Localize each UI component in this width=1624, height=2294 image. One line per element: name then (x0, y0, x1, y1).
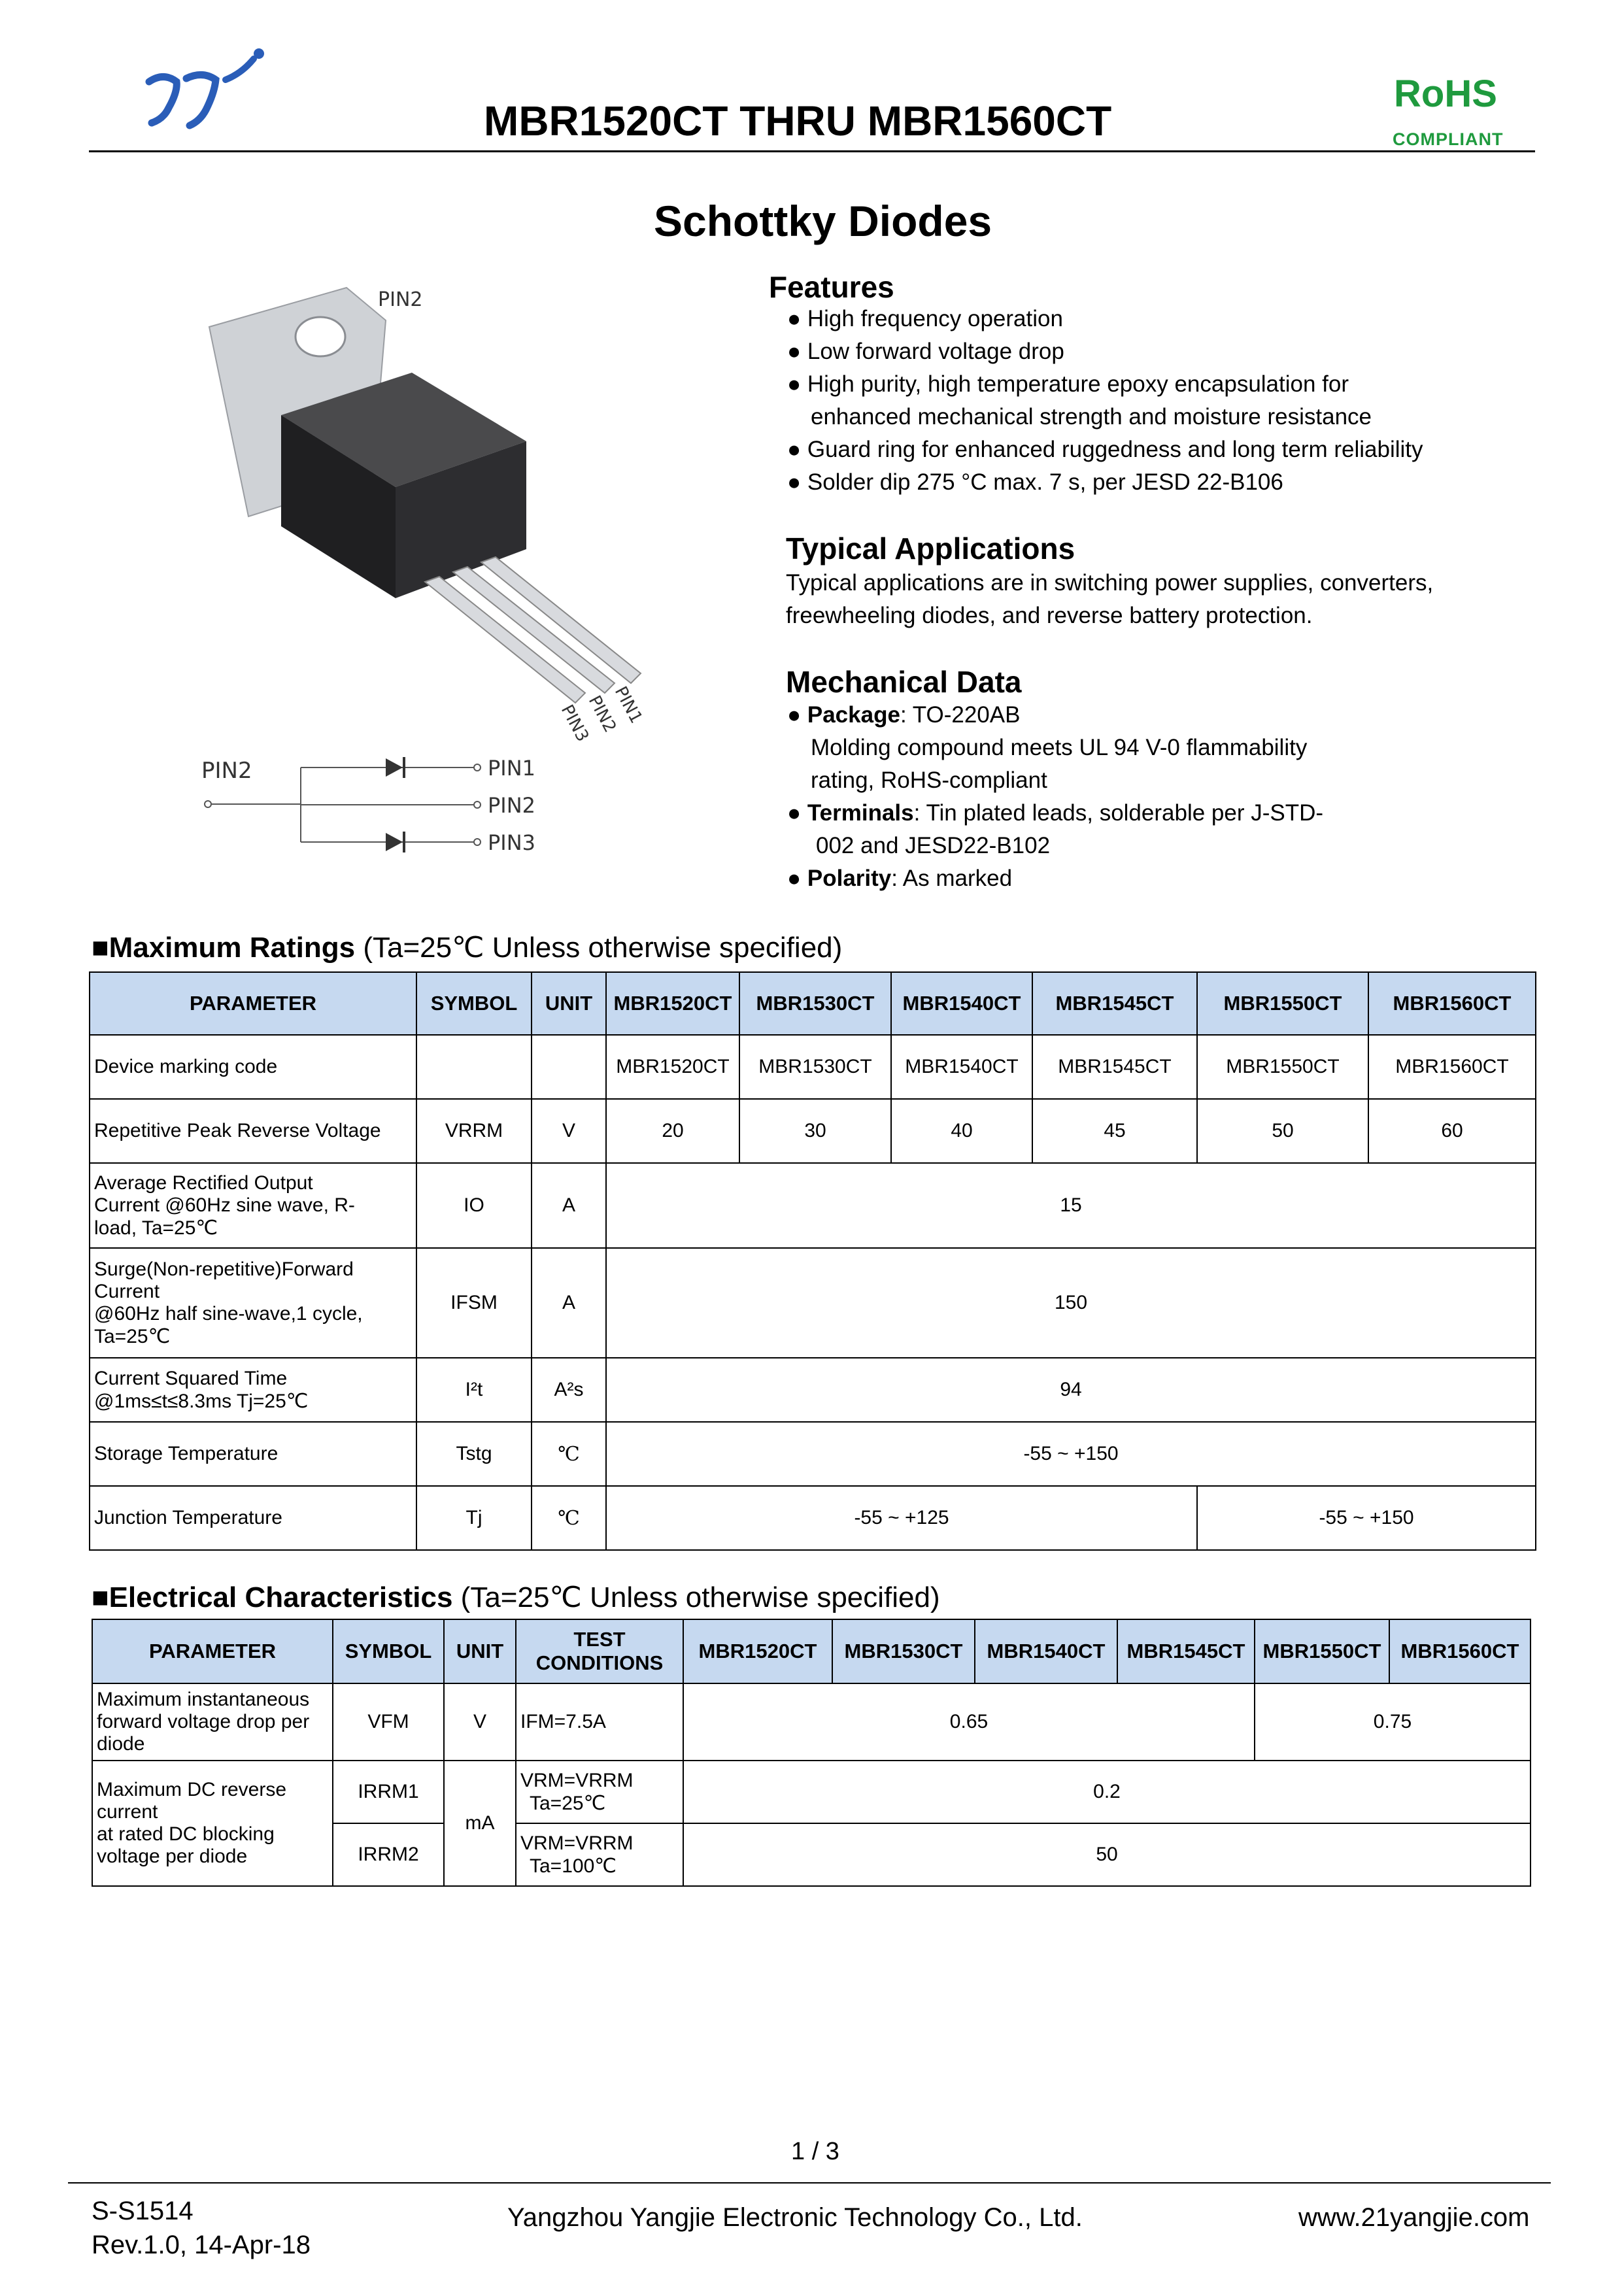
condition-cell: VRM=VRRM Ta=25℃ (516, 1761, 683, 1823)
table-row (92, 1683, 1531, 1761)
mech-terminals-line: 002 and JESD22-B102 (816, 833, 1051, 858)
value-cell: -55 ~ +150 (1197, 1486, 1536, 1550)
mech-polarity (787, 866, 1012, 892)
table-row (90, 1422, 1536, 1486)
col-mbr1520ct: MBR1520CT (606, 972, 739, 1035)
table-row (90, 1163, 1536, 1248)
footer-rule (68, 2182, 1551, 2184)
mechanical-heading: Mechanical Data (786, 665, 1022, 699)
mech-polarity-value: : As marked (891, 866, 1013, 891)
symbol-cell: IRRM2 (333, 1823, 444, 1886)
col-unit: UNIT (532, 972, 606, 1035)
value-cell: 50 (1197, 1099, 1368, 1163)
col-mbr1560ct: MBR1560CT (1368, 972, 1536, 1035)
schematic-pin2-label: PIN2 (488, 793, 536, 818)
mech-package-label: Package (807, 702, 900, 728)
mech-package-line: Molding compound meets UL 94 V-0 flammability (811, 735, 1308, 760)
to220-package-image (196, 275, 667, 745)
condition-cell: VRM=VRRM Ta=100℃ (516, 1823, 683, 1886)
value-cell: 0.2 (683, 1761, 1531, 1823)
mech-package-line: rating, RoHS-compliant (811, 767, 1047, 793)
pinout-schematic (196, 739, 562, 869)
table-row (90, 1486, 1536, 1550)
param-cell: Device marking code (90, 1035, 416, 1099)
symbol-cell: IO (416, 1163, 532, 1248)
col-parameter: PARAMETER (92, 1619, 333, 1683)
value-cell: 15 (606, 1163, 1536, 1248)
col-test-conditions: TEST CONDITIONS (516, 1619, 683, 1683)
col-unit: UNIT (444, 1619, 516, 1683)
value-cell: 0.75 (1255, 1683, 1531, 1761)
website: www.21yangjie.com (1298, 2203, 1530, 2232)
feature-item: ● High frequency operation (787, 306, 1063, 331)
col-mbr1540ct: MBR1540CT (975, 1619, 1117, 1683)
mech-package (787, 702, 1020, 728)
table-row (92, 1761, 1531, 1823)
value-cell: 30 (739, 1099, 891, 1163)
mech-polarity-label: Polarity (807, 866, 892, 891)
mech-package-value: : TO-220AB (900, 702, 1021, 728)
unit-cell: A (532, 1163, 606, 1248)
value-cell: MBR1540CT (891, 1035, 1032, 1099)
feature-item: ● Guard ring for enhanced ruggedness and long term reliability (787, 437, 1423, 462)
col-mbr1550ct: MBR1550CT (1255, 1619, 1389, 1683)
value-cell: 45 (1032, 1099, 1197, 1163)
unit-cell: V (532, 1099, 606, 1163)
col-symbol: SYMBOL (416, 972, 532, 1035)
pin2-lead-label: PIN2 (584, 692, 620, 736)
table-row (90, 1099, 1536, 1163)
symbol-cell: VFM (333, 1683, 444, 1761)
unit-cell: A (532, 1248, 606, 1358)
bullet: ● (787, 702, 802, 728)
feature-item: ● Low forward voltage drop (787, 339, 1064, 364)
value-cell: MBR1560CT (1368, 1035, 1536, 1099)
symbol-cell: Tj (416, 1486, 532, 1550)
unit-cell: V (444, 1683, 516, 1761)
param-cell: Maximum instantaneous forward voltage drop per diode (92, 1683, 333, 1761)
pin1-lead-label: PIN1 (610, 683, 647, 727)
col-mbr1545ct: MBR1545CT (1032, 972, 1197, 1035)
condition-cell: IFM=7.5A (516, 1683, 683, 1761)
col-mbr1545ct: MBR1545CT (1117, 1619, 1255, 1683)
features-heading: Features (769, 270, 894, 304)
col-mbr1530ct: MBR1530CT (739, 972, 891, 1035)
value-cell: 50 (683, 1823, 1531, 1886)
param-cell: Storage Temperature (90, 1422, 416, 1486)
value-cell: 40 (891, 1099, 1032, 1163)
revision: Rev.1.0, 14-Apr-18 (92, 2231, 311, 2259)
value-cell: 0.65 (683, 1683, 1255, 1761)
max-ratings-caption (92, 931, 842, 964)
feature-item: enhanced mechanical strength and moisture resistance (811, 404, 1372, 430)
col-mbr1550ct: MBR1550CT (1197, 972, 1368, 1035)
max-ratings-conditions: (Ta=25℃ Unless otherwise specified) (363, 932, 843, 964)
rohs-mark: RoHS (1394, 73, 1497, 115)
param-cell: Repetitive Peak Reverse Voltage (90, 1099, 416, 1163)
max-ratings-title: ■Maximum Ratings (92, 932, 356, 964)
table-row (90, 1035, 1536, 1099)
col-mbr1520ct: MBR1520CT (683, 1619, 832, 1683)
col-mbr1540ct: MBR1540CT (891, 972, 1032, 1035)
doc-number: S-S1514 (92, 2197, 194, 2225)
value-cell: MBR1550CT (1197, 1035, 1368, 1099)
feature-item: ● Solder dip 275 °C max. 7 s, per JESD 22-B106 (787, 469, 1283, 495)
pin2-tab-label: PIN2 (378, 288, 423, 311)
symbol-cell: Tstg (416, 1422, 532, 1486)
unit-cell: ℃ (532, 1422, 606, 1486)
company-name: Yangzhou Yangjie Electronic Technology Co., Ltd. (507, 2203, 1083, 2232)
mech-terminals-label: Terminals (807, 800, 914, 826)
param-cell: Surge(Non-repetitive)Forward Current @60Hz half sine-wave,1 cycle, Ta=25℃ (90, 1248, 416, 1358)
elec-title: ■Electrical Characteristics (92, 1581, 453, 1613)
value-cell: 150 (606, 1248, 1536, 1358)
symbol-cell: VRRM (416, 1099, 532, 1163)
unit-cell: mA (444, 1761, 516, 1886)
max-ratings-table (89, 971, 1536, 1551)
value-cell: MBR1520CT (606, 1035, 739, 1099)
symbol-cell: IRRM1 (333, 1761, 444, 1823)
company-logo (137, 46, 268, 144)
unit-cell: A²s (532, 1358, 606, 1422)
mech-terminals (787, 800, 1323, 826)
value-cell: MBR1530CT (739, 1035, 891, 1099)
header-rule (89, 150, 1535, 152)
value-cell: 20 (606, 1099, 739, 1163)
pin3-lead-label: PIN3 (556, 701, 593, 745)
value-cell: -55 ~ +125 (606, 1486, 1197, 1550)
value-cell: 60 (1368, 1099, 1536, 1163)
table-row (90, 1248, 1536, 1358)
applications-heading: Typical Applications (786, 531, 1075, 565)
electrical-table (92, 1619, 1531, 1887)
col-symbol: SYMBOL (333, 1619, 444, 1683)
schematic-pin1-label: PIN1 (488, 756, 536, 781)
feature-item: ● High purity, high temperature epoxy encapsulation for (787, 371, 1349, 397)
schematic-pin2-left-label: PIN2 (201, 758, 252, 784)
bullet: ● (787, 866, 802, 891)
section-title: Schottky Diodes (654, 197, 992, 245)
applications-text: freewheeling diodes, and reverse battery protection. (786, 603, 1313, 628)
col-parameter: PARAMETER (90, 972, 416, 1035)
param-cell: Average Rectified Output Current @60Hz sine wave, R- load, Ta=25℃ (90, 1163, 416, 1248)
param-cell: Junction Temperature (90, 1486, 416, 1550)
value-cell: 94 (606, 1358, 1536, 1422)
bullet: ● (787, 800, 802, 826)
col-mbr1530ct: MBR1530CT (832, 1619, 975, 1683)
value-cell: MBR1545CT (1032, 1035, 1197, 1099)
symbol-cell: IFSM (416, 1248, 532, 1358)
param-cell: Current Squared Time @1ms≤t≤8.3ms Tj=25℃ (90, 1358, 416, 1422)
applications-text: Typical applications are in switching power supplies, converters, (786, 570, 1434, 596)
page-number: 1 / 3 (791, 2138, 839, 2165)
elec-caption (92, 1581, 940, 1614)
mech-terminals-value: : Tin plated leads, solderable per J-STD- (913, 800, 1324, 826)
elec-conditions: (Ta=25℃ Unless otherwise specified) (460, 1581, 940, 1613)
unit-cell: ℃ (532, 1486, 606, 1550)
schematic-pin3-label: PIN3 (488, 830, 536, 855)
table-row (90, 1358, 1536, 1422)
col-mbr1560ct: MBR1560CT (1389, 1619, 1531, 1683)
symbol-cell: I²t (416, 1358, 532, 1422)
value-cell: -55 ~ +150 (606, 1422, 1536, 1486)
document-title: MBR1520CT THRU MBR1560CT (484, 97, 1112, 144)
param-cell: Maximum DC reverse current at rated DC blocking voltage per diode (92, 1761, 333, 1886)
rohs-compliant-label: COMPLIANT (1393, 129, 1504, 149)
